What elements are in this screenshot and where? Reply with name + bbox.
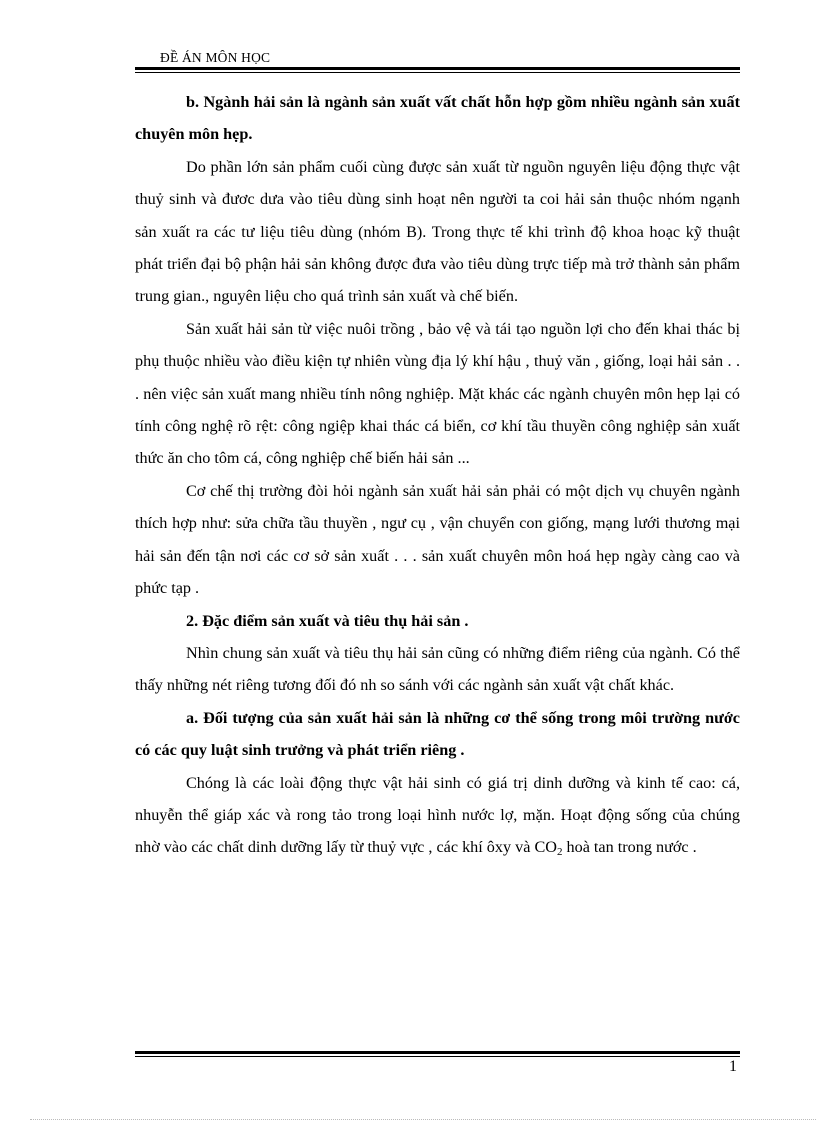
chemical-formula: $CO_2$ (534, 838, 563, 859)
page-number: 1 (729, 1058, 737, 1075)
paragraph-5-tail: hoà tan trong nước . (562, 838, 697, 857)
header-title: ĐỀ ÁN MÔN HỌC (160, 50, 271, 65)
header-rule-thin (135, 72, 740, 73)
heading-b: b. Ngành hải sản là ngành sản xuất vất chất hỗn hợp gồm nhiều ngành sản xuất chuyên môn hẹp. (135, 93, 740, 144)
paragraph-3: Cơ chế thị trường đòi hỏi ngành sản xuất hải sản phải có một dịch vụ chuyên ngành thích hợp như: sửa chữa tầu thuyền , ngư cụ , vận chuyển con giống, mạng lưới thương mại hải sản đến tận nơi các cơ sở sản xuất . . . sản xuất chuyên môn hoá hẹp ngày càng cao và phức tạp . (135, 481, 740, 598)
header-rule-thick (135, 67, 740, 70)
footer-rule-thin (135, 1056, 740, 1057)
footer-rule-thick (135, 1051, 740, 1054)
paragraph-5-text: Chóng là các loài động thực vật hải sinh có giá trị dinh dưỡng và kinh tế cao: cá, nhuyễn thể giáp xác và rong tảo trong loại hình nước lợ, mặn. Hoạt động sống của chúng nhờ vào các chất dinh dưỡng lấy từ thuỷ vực , các khí ôxy và (135, 773, 740, 857)
paragraph-2: Sản xuất hải sản từ việc nuôi trồng , bảo vệ và tái tạo nguồn lợi cho đến khai thác bị phụ thuộc nhiều vào điều kiện tự nhiên vùng địa lý khí hậu , thuỷ văn , giống, loại hải sản . . . nên việc sản xuất mang nhiều tính nông nghiệp. Mặt khác các ngành chuyên môn hẹp lại có tính công nghệ rõ rệt: công ngiệp khai thác cá biển, cơ khí tầu thuyền công nghiệp sản xuất thức ăn cho tôm cá, công nghiệp chế biến hải sản ... (135, 319, 740, 468)
page-content (135, 86, 740, 869)
section-heading-2: 2. Đặc điểm sản xuất và tiêu thụ hải sản . (186, 611, 469, 630)
paragraph-1: Do phần lớn sản phẩm cuối cùng được sản xuất từ nguồn nguyên liệu động thực vật thuỷ sinh và đươc dưa vào tiêu dùng sinh hoạt nên người ta coi hải sản thuộc nhóm ngạnh sản xuất ra các tư liệu tiêu dùng (nhóm B). Trong thực tế khi trình độ khoa hoạc kỹ thuật phát triển đại bộ phận hải sản không được đưa vào tiêu dùng trực tiếp mà trở thành sản phẩm trung gian., nguyên liệu cho quá trình sản xuất và chế biến. (135, 157, 740, 306)
heading-a: a. Đối tượng của sản xuất hải sản là những cơ thể sống trong môi trường nước có các quy luật sinh trưởng và phát triển riêng . (135, 708, 740, 760)
page-edge-dotted (30, 1119, 816, 1120)
page-footer (135, 1048, 740, 1088)
paragraph-4: Nhìn chung sản xuất và tiêu thụ hải sản cũng có những điểm riêng của ngành. Có thể thấy những nét riêng tương đối đó nh so sánh với các ngành sản xuất vật chất khác. (135, 643, 740, 695)
paragraph-5 (135, 767, 740, 869)
